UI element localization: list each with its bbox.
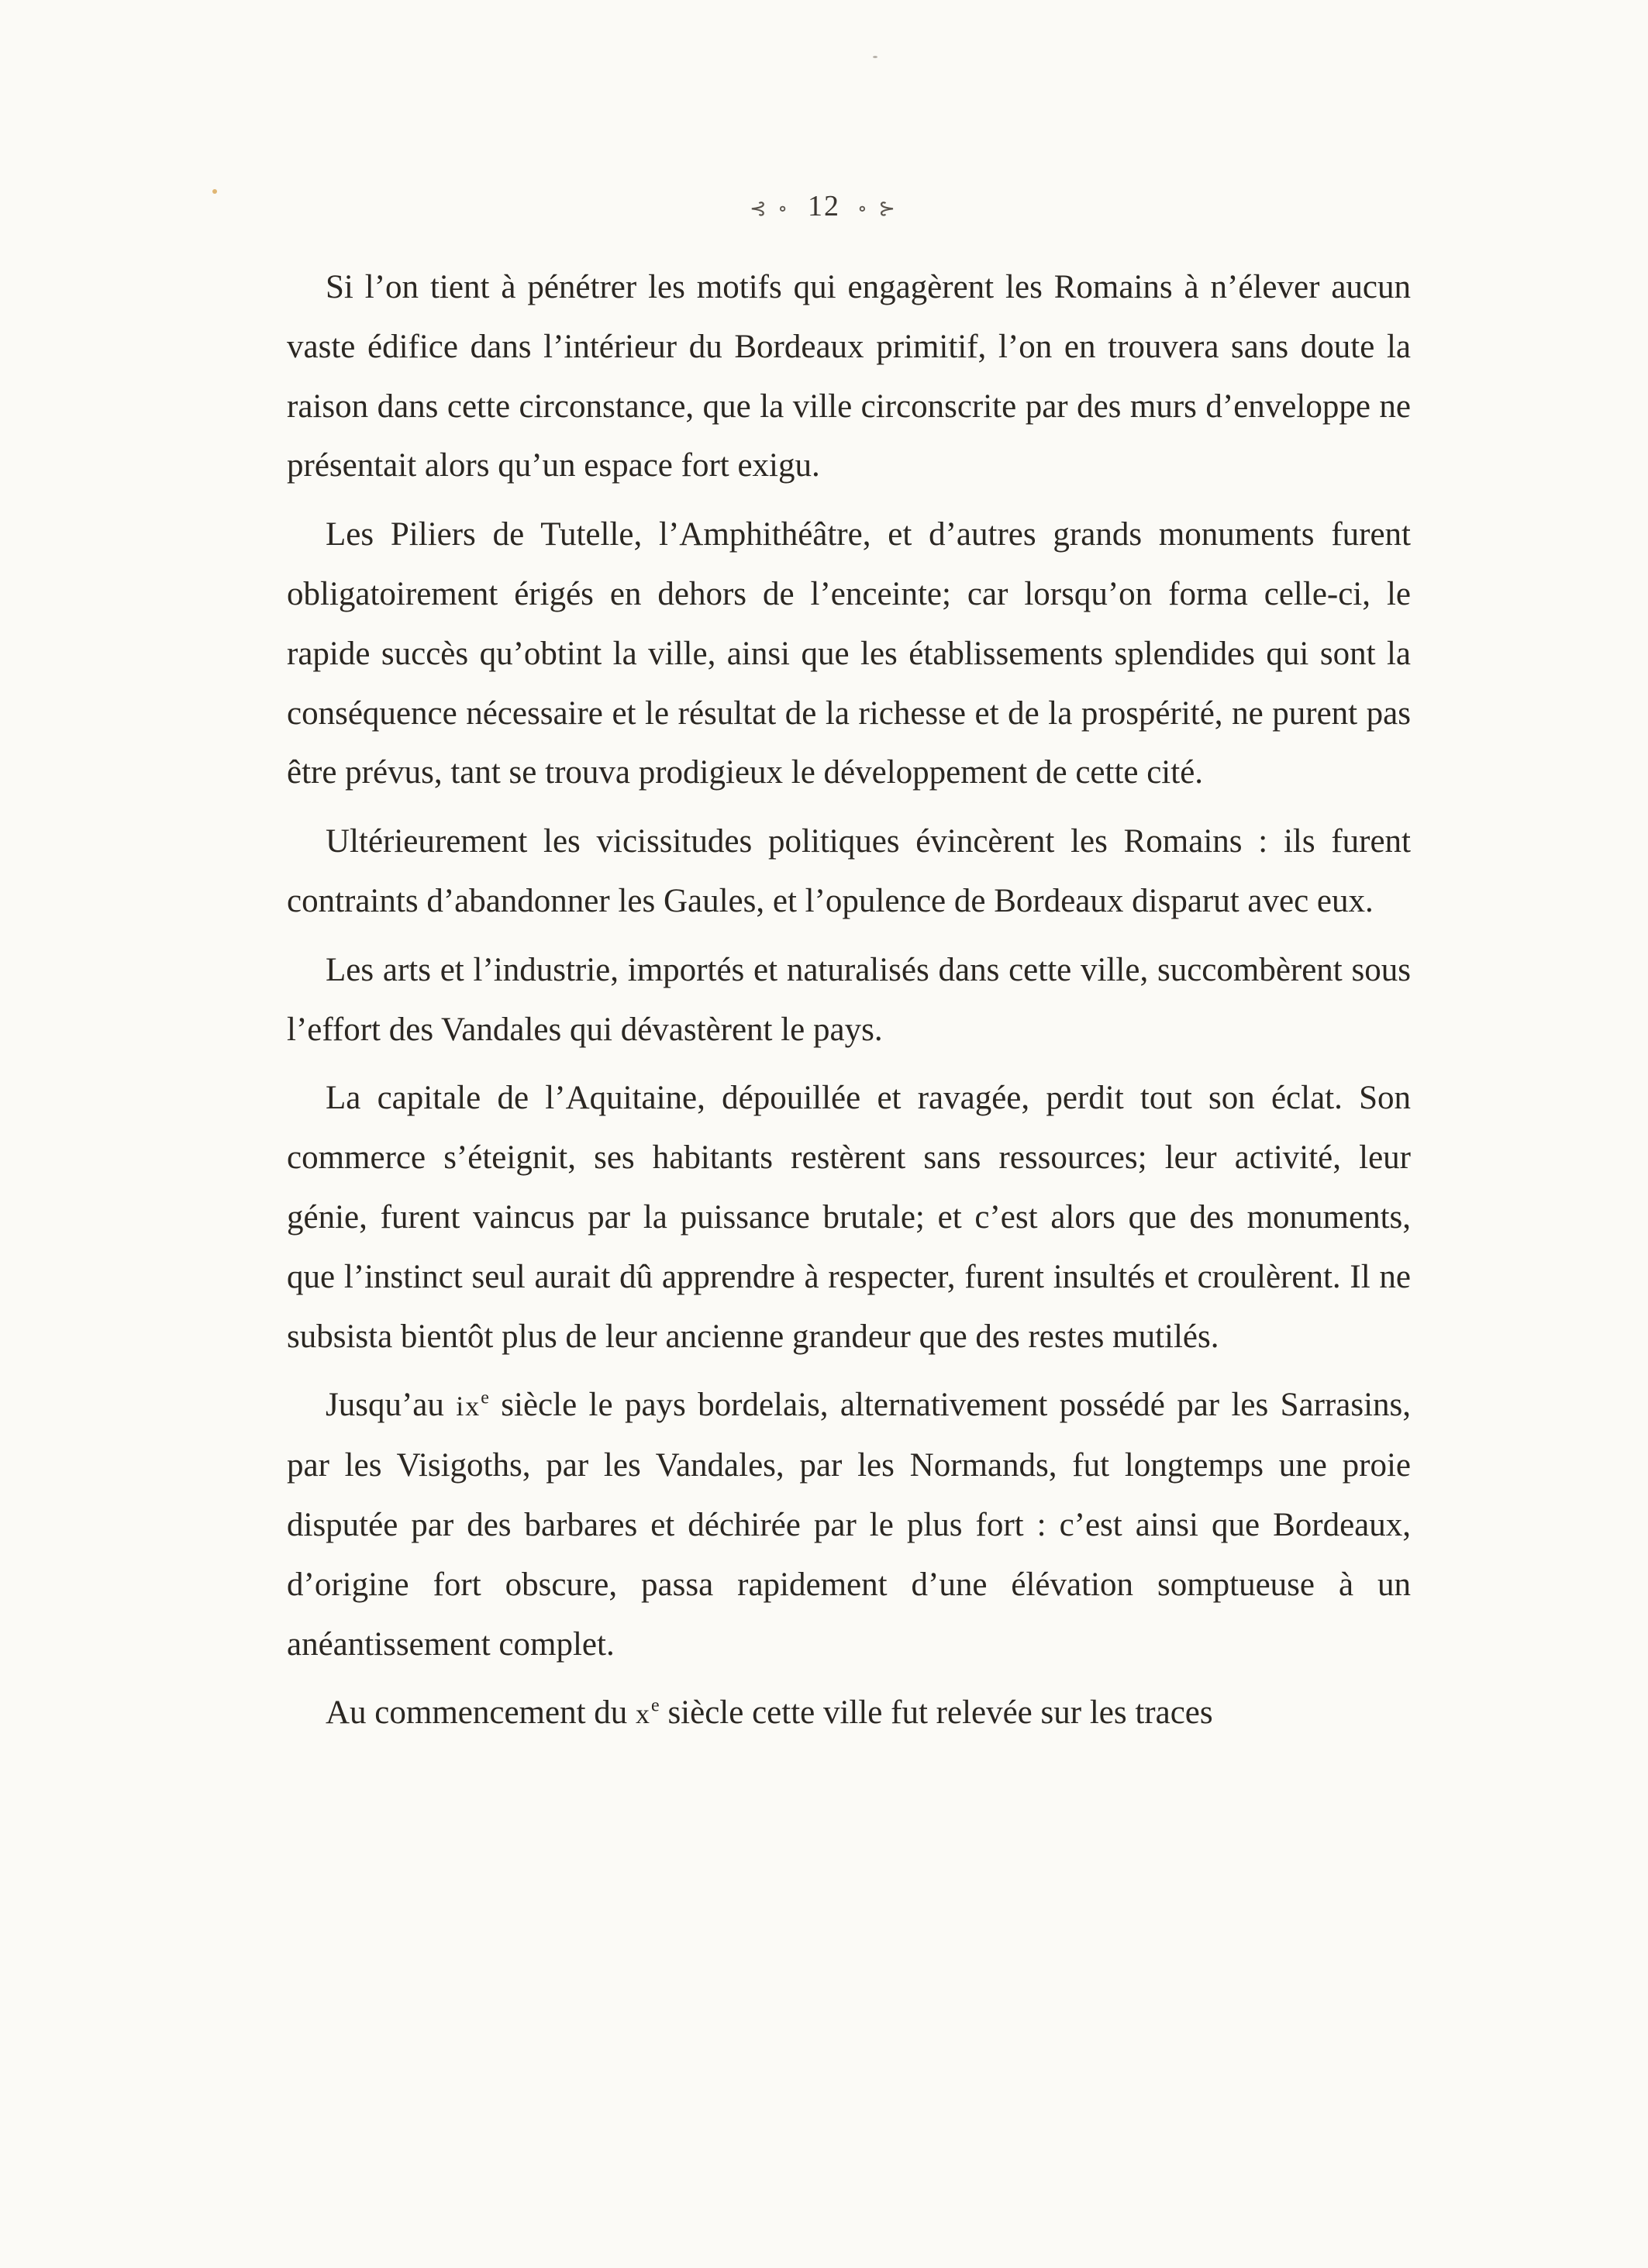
paragraph-7-lead: Au commencement du xyxy=(326,1694,636,1732)
superscript-e: e xyxy=(481,1388,489,1409)
superscript-e: e xyxy=(651,1696,660,1716)
paper-speck xyxy=(873,56,877,58)
paragraph-2: Les Piliers de Tutelle, l’Amphithéâtre, et d’autres grands monuments furent obligatoirement érigés en dehors de l’enceinte; car lorsqu’on forma celle-ci, le rapide succès qu’obtint la ville, ainsi que les établissements splendides qui sont la conséquence nécessaire et le résultat de la richesse et de la prospérité, ne purent pas être prévus, tant se trouva prodigieux le développement de cette cité. xyxy=(287,516,1411,791)
page-number: 12 xyxy=(808,190,840,222)
paragraph-6-lead: Jusqu’au xyxy=(326,1387,457,1424)
paragraph-6 xyxy=(287,1376,1411,1674)
paragraph-5: La capitale de l’Aquitaine, dépouillée et ravagée, perdit tout son éclat. Son commerce s’éteignit, ses habitants restèrent sans ressources; leur activité, leur génie, furent vaincus par la puissance brutale; et c’est alors que des monuments, que l’instinct seul aurait dû apprendre à respecter, furent insultés et croulèrent. Il ne subsista bientôt plus de leur ancienne grandeur que des restes mutilés. xyxy=(287,1080,1411,1355)
century-numeral: ix xyxy=(456,1391,481,1422)
right-ornament-icon: ∘ ⊱ xyxy=(857,197,899,220)
left-ornament-icon: ⊰ ∘ xyxy=(749,197,791,220)
paragraph-7-rest: siècle cette ville fut relevée sur les traces xyxy=(659,1694,1213,1732)
page-header xyxy=(0,186,1648,229)
paragraph-1: Si l’on tient à pénétrer les motifs qui engagèrent les Romains à n’élever aucun vaste édifice dans l’intérieur du Bordeaux primitif, l’on en trouvera sans doute la raison dans cette circonstance, que la ville circonscrite par des murs d’enveloppe ne présentait alors qu’un espace fort exigu. xyxy=(287,269,1411,484)
paragraph-7 xyxy=(287,1684,1411,1744)
body-text xyxy=(287,258,1411,1753)
century-numeral: x xyxy=(636,1698,652,1730)
paragraph-3: Ultérieurement les vicissitudes politiques évincèrent les Romains : ils furent contraints d’abandonner les Gaules, et l’opulence de Bordeaux disparut avec eux. xyxy=(287,823,1411,919)
paragraph-4: Les arts et l’industrie, importés et naturalisés dans cette ville, succombèrent sous l’effort des Vandales qui dévastèrent le pays. xyxy=(287,951,1411,1048)
paragraph-6-rest: siècle le pays bordelais, alternativement possédé par les Sarrasins, par les Visigoths, par les Vandales, par les Normands, fut longtemps une proie disputée par des barbares et déchirée par le plus fort : c’est ainsi que Bordeaux, d’origine fort obscure, passa rapidement d’une élévation somptueuse à un anéantissement complet. xyxy=(287,1387,1411,1663)
